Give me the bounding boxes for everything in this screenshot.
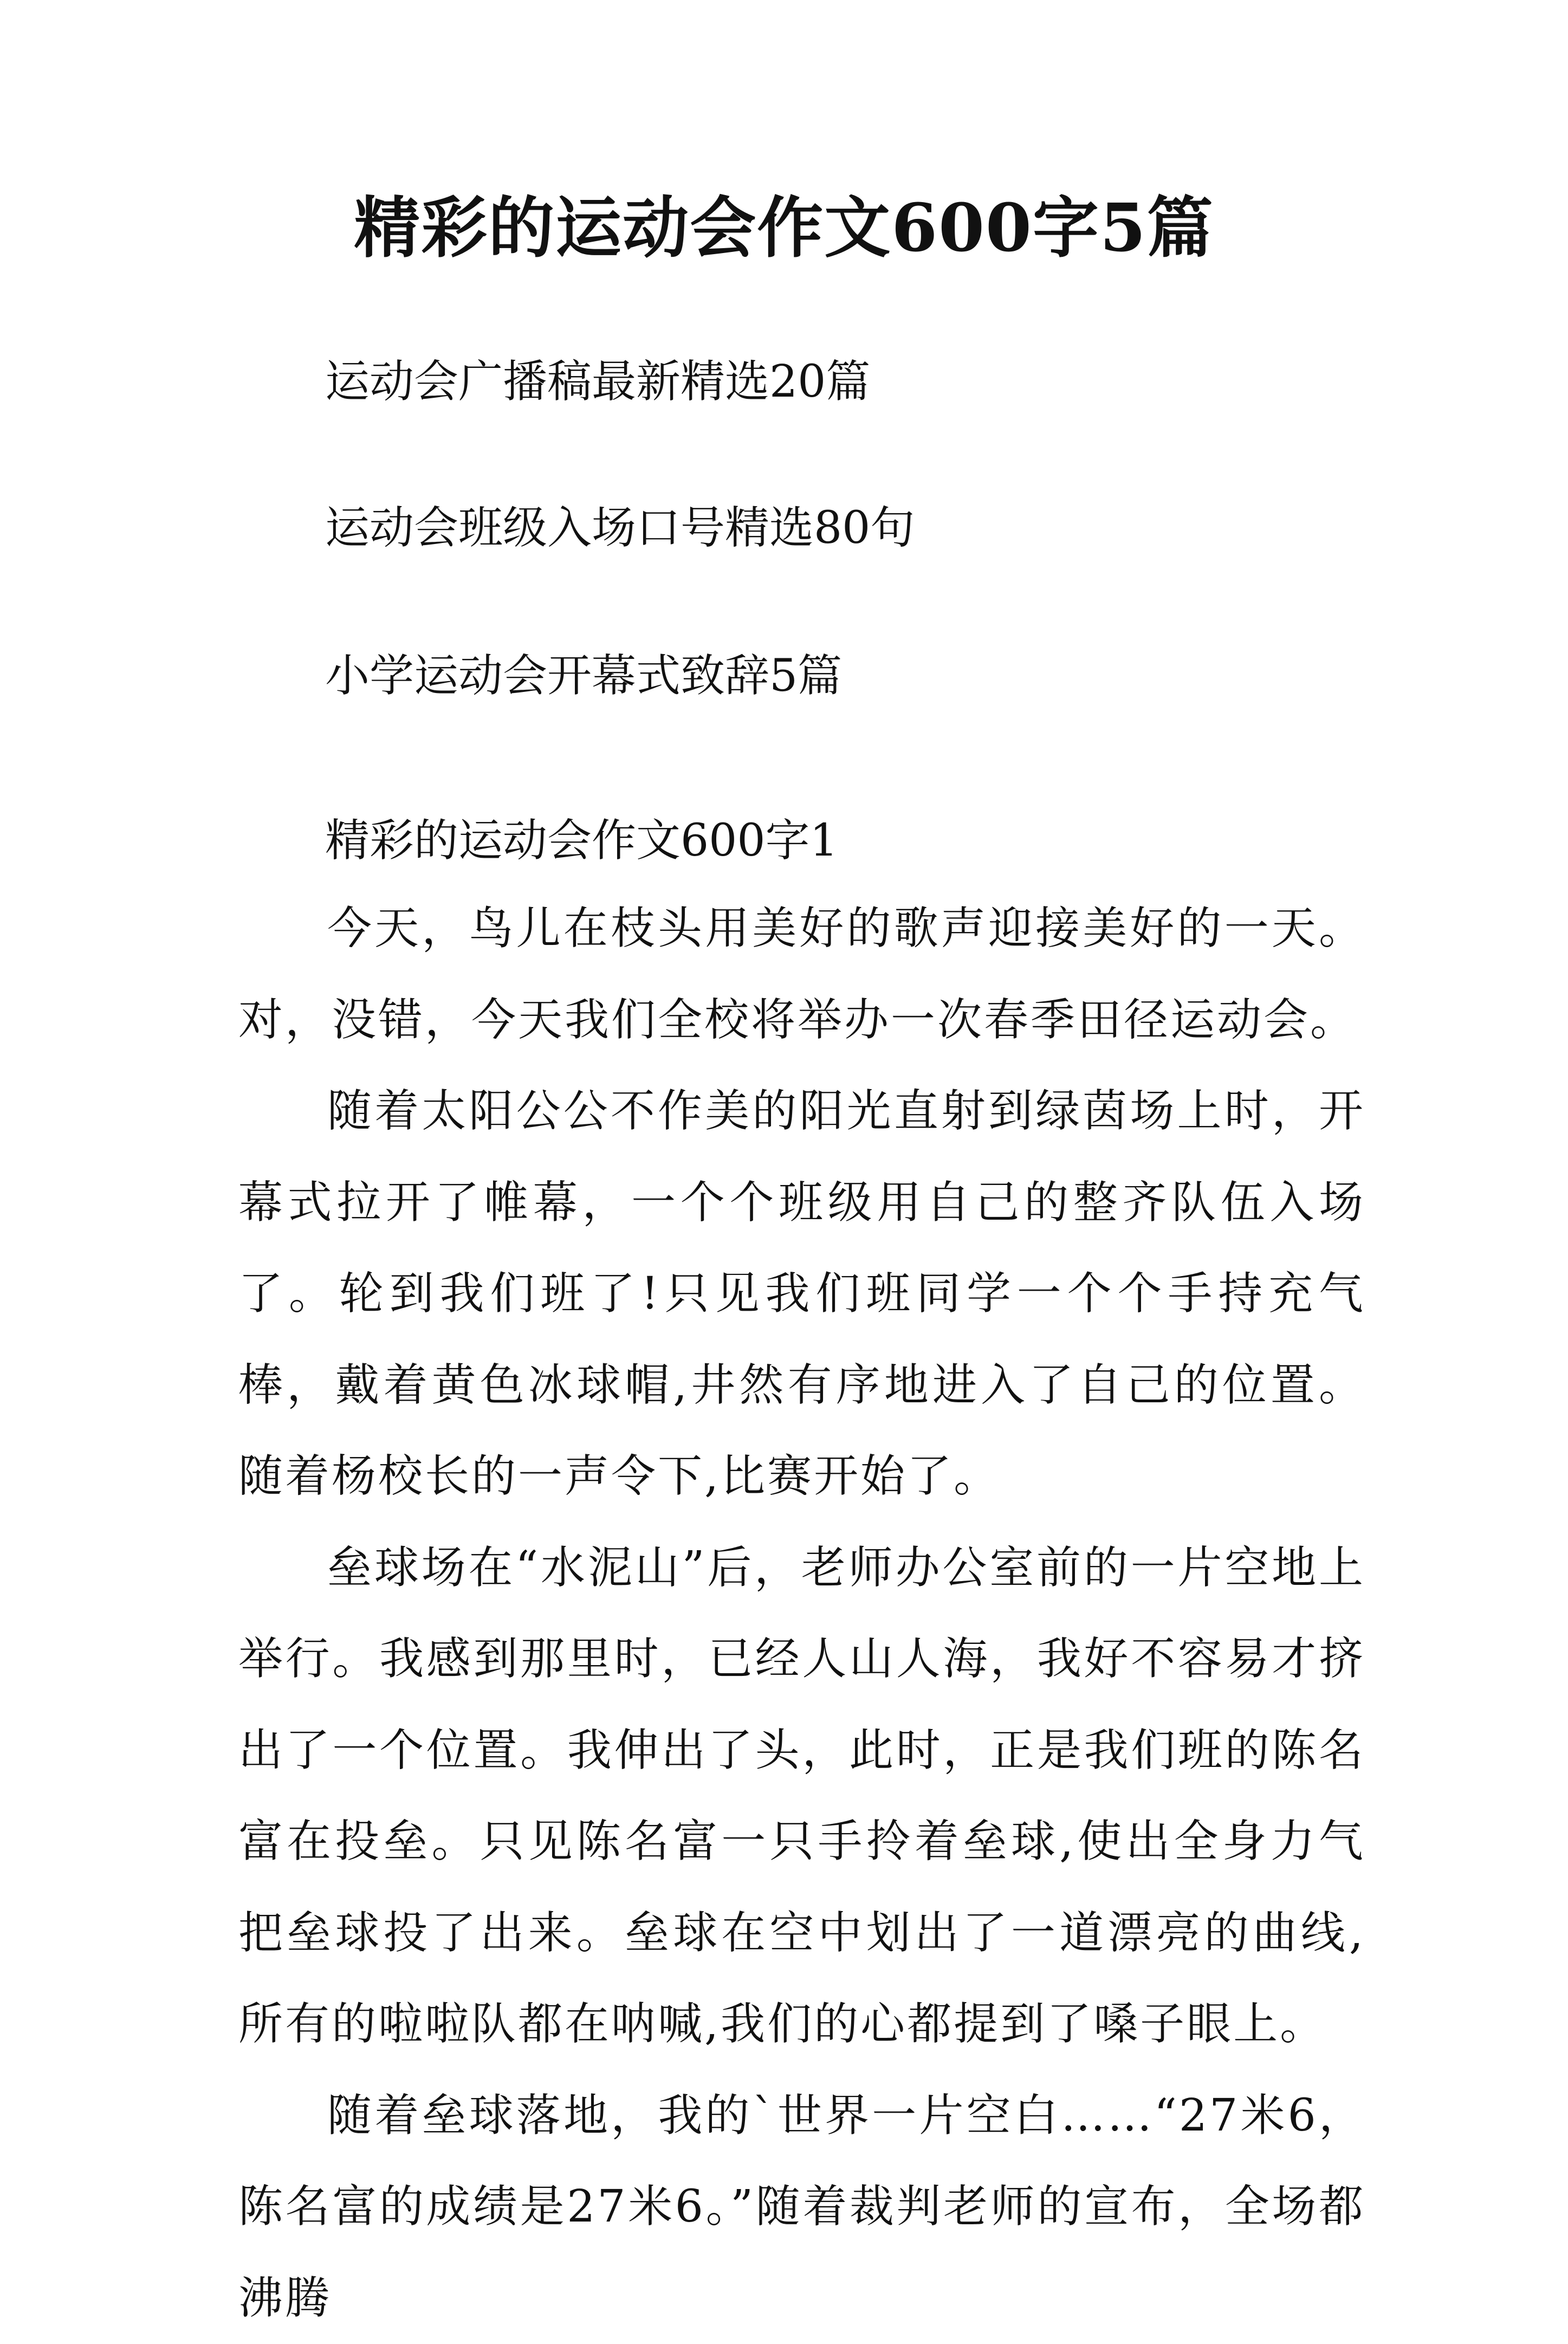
- related-link-opening-speech[interactable]: 小学运动会开幕式致辞5篇: [325, 646, 842, 706]
- document-title: 精彩的运动会作文600字5篇: [0, 184, 1568, 271]
- paragraph-1: 今天，鸟儿在枝头用美好的歌声迎接美好的一天。对，没错，今天我们全校将举办一次春季田径运动会。: [238, 883, 1365, 1066]
- related-link-broadcast[interactable]: 运动会广播稿最新精选20篇: [325, 352, 870, 412]
- related-link-slogans[interactable]: 运动会班级入场口号精选80句: [325, 498, 915, 558]
- section-heading: 精彩的运动会作文600字1: [325, 811, 838, 871]
- paragraph-3: 垒球场在“水泥山”后，老师办公室前的一片空地上举行。我感到那里时，已经人山人海，我好不容易才挤出了一个位置。我伸出了头，此时，正是我们班的陈名富在投垒。只见陈名富一只手拎着垒球,使出全身力气把垒球投了出来。垒球在空中划出了一道漂亮的曲线,所有的啦啦队都在呐喊,我们的心都提到了嗓子眼上。: [238, 1523, 1365, 2070]
- paragraph-2: 随着太阳公公不作美的阳光直射到绿茵场上时，开幕式拉开了帷幕，一个个班级用自己的整齐队伍入场了。轮到我们班了!只见我们班同学一个个手持充气棒，戴着黄色冰球帽,井然有序地进入了自己的位置。随着杨校长的一声令下,比赛开始了。: [238, 1066, 1365, 1523]
- article-body: [238, 883, 1365, 2344]
- paragraph-4: 随着垒球落地，我的`世界一片空白……“27米6，陈名富的成绩是27米6。”随着裁判老师的宣布，全场都沸腾: [238, 2070, 1365, 2344]
